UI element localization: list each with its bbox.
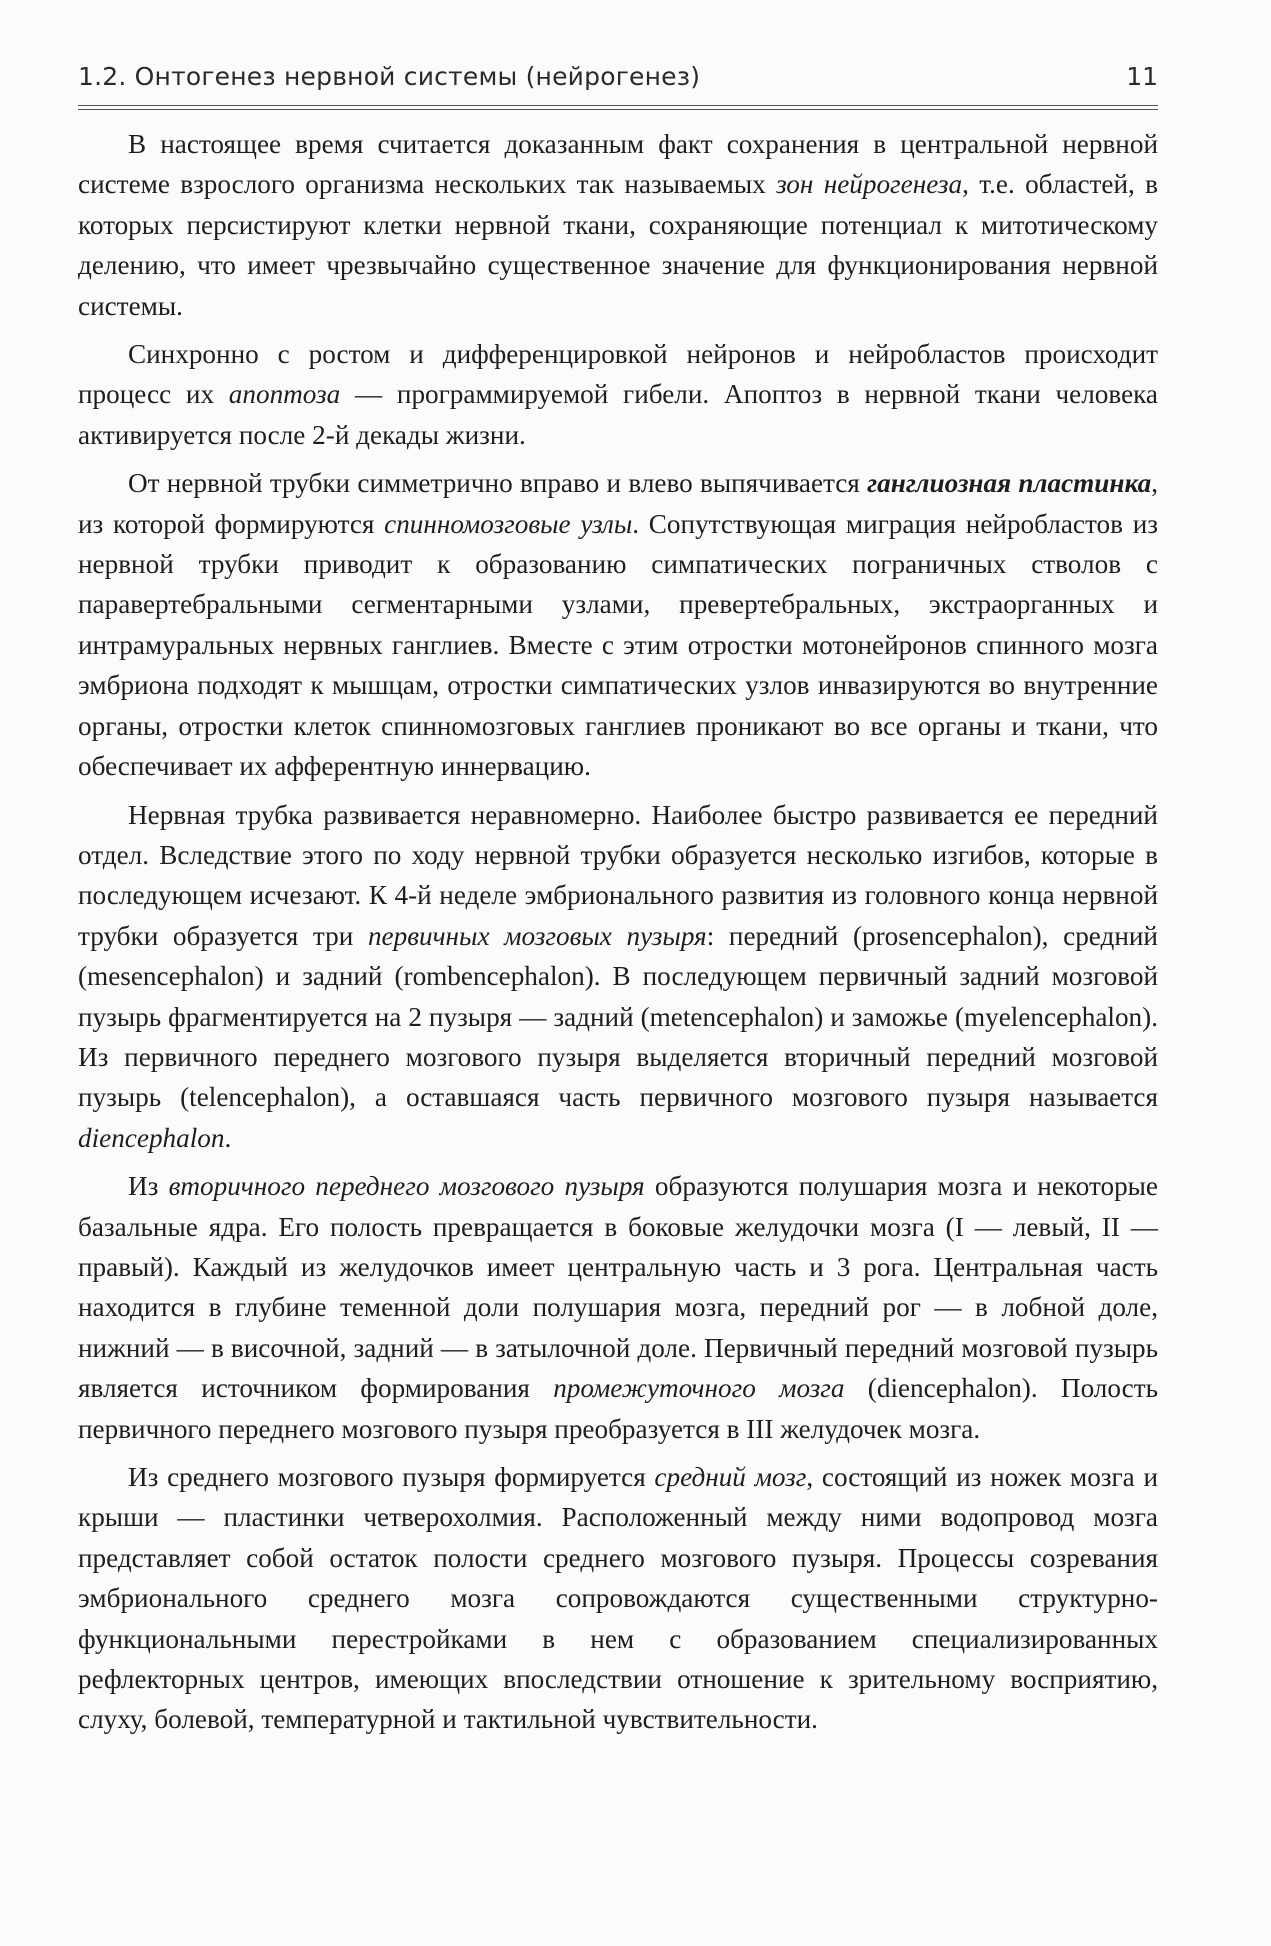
italic-term: первичных мозговых пузыря xyxy=(367,920,707,951)
italic-term: апоптоза xyxy=(228,379,341,410)
section-title: 1.2. Онтогенез нервной системы (нейрогенез) xyxy=(78,62,701,91)
italic-term: средний мозг xyxy=(654,1462,807,1492)
text-run: : передний (prosencephalon), средний (mesencephalon) и задний (rombencephalon). В последующем первичный задний мозговой пузырь фрагментируется на 2 пузыря — задний (metencephalon) и заможье (myelencephalon). Из первичного переднего мозгового пузыря выделяется вторичный передний мозговой пузырь (telencephalon), а оставшаяся часть первичного мозгового пузыря называется xyxy=(78,920,1158,1113)
bold-italic-term: ганглиозная пластинка xyxy=(867,468,1152,499)
text-run: Нервная трубка развивается неравномерно. Наиболее быстро развивается ее передний отдел. Вследствие этого по ходу нервной трубки образуется несколько изгибов, которые в последующем исчезают. К 4-й неделе эмбрионального развития из головного конца нервной трубки образуется три xyxy=(78,799,1158,951)
running-header xyxy=(78,62,1158,102)
text-run: Из среднего мозгового пузыря формируется xyxy=(128,1462,655,1492)
text-run: , состоящий из ножек мозга и крыши — пластинки четверохолмия. Расположенный между ними водопровод мозга представляет собой остаток полости среднего мозгового пузыря. Процессы созревания эмбрионального среднего мозга сопровождаются существенными структурно-функциональными перестройками в нем с образованием специализированных рефлекторных центров, имеющих впоследствии отношение к зрительному восприятию, слуху, болевой, температурной и тактильной чувствительности. xyxy=(78,1462,1158,1735)
text-run: . Сопутствующая миграция нейробластов из нервной трубки приводит к образованию симпатических пограничных стволов с паравертебральными сегментарными узлами, превертебральных, экстраорганных и интрамуральных нервных ганглиев. Вместе с этим отростки мотонейронов спинного мозга эмбриона подходят к мышцам, отростки симпатических узлов инвазируются во внутренние органы, отростки клеток спинномозговых ганглиев проникают во все органы и ткани, что обеспечивает их афферентную иннервацию. xyxy=(78,508,1158,782)
paragraph xyxy=(78,124,1158,326)
header-rule-top xyxy=(78,105,1158,106)
paragraph xyxy=(78,334,1158,455)
text-run: , из которой формируются xyxy=(78,468,1158,539)
text-run: В настоящее время считается доказанным факт сохранения в центральной нервной системе взрослого организма нескольких так называемых xyxy=(78,129,1158,200)
paragraph xyxy=(78,463,1158,786)
italic-term: зон нейрогенеза xyxy=(776,169,963,200)
header-rule-bottom xyxy=(78,109,1158,110)
paragraph xyxy=(78,795,1158,1159)
body-text xyxy=(78,124,1158,1748)
text-run: , т.е. областей, в которых персистируют клетки нервной ткани, сохраняющие потенциал к митотическому делению, что имеет чрезвычайно существенное значение для функционирования нервной системы. xyxy=(78,169,1158,321)
text-run: Синхронно с ростом и дифференцировкой нейронов и нейробластов происходит процесс их xyxy=(78,339,1158,410)
italic-term: спинномозговые узлы xyxy=(384,508,633,539)
text-run: образуются полушария мозга и некоторые базальные ядра. Его полость превращается в боковые желудочки мозга (I — левый, II — правый). Каждый из желудочков имеет центральную часть и 3 рога. Центральная часть находится в глубине теменной доли полушария мозга, передний рог — в лобной доле, нижний — в височной, задний — в затылочной доле. Первичный передний мозговой пузырь является источником формирования xyxy=(78,1171,1159,1404)
page-number: 11 xyxy=(1126,62,1158,91)
text-run: Из xyxy=(128,1171,169,1202)
text-run: . xyxy=(224,1122,232,1153)
italic-term: промежуточного мозга xyxy=(553,1373,845,1404)
italic-term: diencephalon xyxy=(78,1122,225,1153)
text-run: (diencephalon). Полость первичного переднего мозгового пузыря преобразуется в III желудочек мозга. xyxy=(78,1373,1158,1444)
text-run: От нервной трубки симметрично вправо и влево выпячивается xyxy=(128,468,868,499)
italic-term: вторичного переднего мозгового пузыря xyxy=(168,1171,645,1202)
text-run: — программируемой гибели. Апоптоз в нервной ткани человека активируется после 2-й декады жизни. xyxy=(78,379,1159,450)
paragraph xyxy=(78,1457,1158,1740)
paragraph xyxy=(78,1166,1158,1449)
